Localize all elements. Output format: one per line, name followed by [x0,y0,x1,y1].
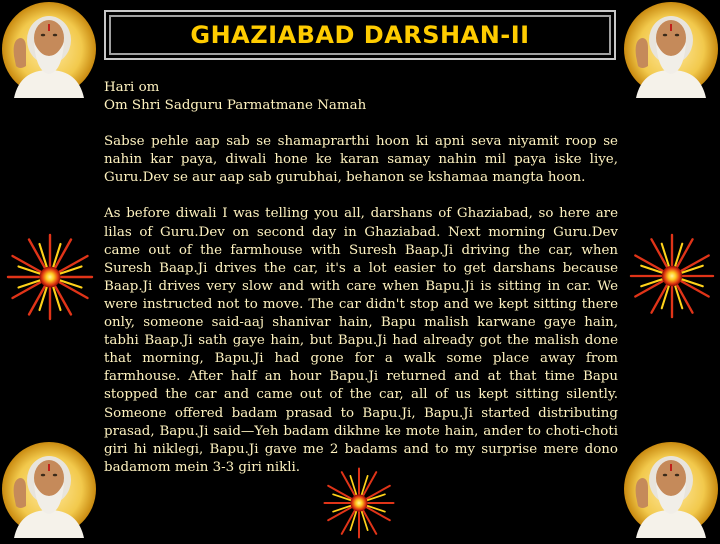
spacer [104,115,618,133]
title-inner-frame [109,15,611,55]
greeting-line-1: Hari om [104,80,160,95]
page-title: GHAZIABAD DARSHAN-II [190,21,530,49]
firework-burst-icon [628,232,716,324]
body-text [104,79,618,477]
paragraph-apology: Sabse pehle aap sab se shamaprarthi hoon ki apni seva niyamit roop se nahin kar paya, diwali hone ke karan samay nahin mil paya iske liye, Guru.Dev se aur aap sab gurubhai, behanon se kshamaa mangta hoon. [104,134,618,186]
firework-burst-icon [5,232,95,326]
greeting-line-2: Om Shri Sadguru Parmatmane Namah [104,98,367,114]
firework-burst-icon [322,466,396,544]
saint-portrait-icon [622,440,720,538]
spacer [104,187,618,205]
title-frame [104,10,616,60]
saint-portrait-icon [0,440,98,538]
saint-portrait-icon [0,0,98,98]
paragraph-story: As before diwali I was telling you all, darshans of Ghaziabad, so here are lilas of Guru.Dev on second day in Ghaziabad. Next morning Guru.Dev came out of the farmhouse with Suresh Baap.Ji driving the car, when Suresh Baap.Ji drives the car, it's a lot easier to get darshans because Baap.Ji drives very slow and with care when Bapu.Ji is sitting in car. We were instructed not to move. The car didn't stop and we kept sitting there only, someone said-aaj shanivar hain, Bapu malish karwane gaye hain, tabhi Baap.Ji sath gaye hain, but Bapu.Ji had already got the malish done that morning, Bapu.Ji had gone for a walk some place away from farmhouse. After half an hour Bapu.Ji returned and at that time Bapu stopped the car and came out of the car, all of us kept sitting silently. Someone offered badam prasad to Bapu.Ji, Bapu.Ji started distributing prasad, Bapu.Ji said—Yeh badam dikhne ke mote hain, ander to choti-choti giri hi niklegi, Bapu.Ji gave me 2 badams and to my surprise mere dono badamom mein 3-3 giri nikli. [104,206,618,475]
saint-portrait-icon [622,0,720,98]
